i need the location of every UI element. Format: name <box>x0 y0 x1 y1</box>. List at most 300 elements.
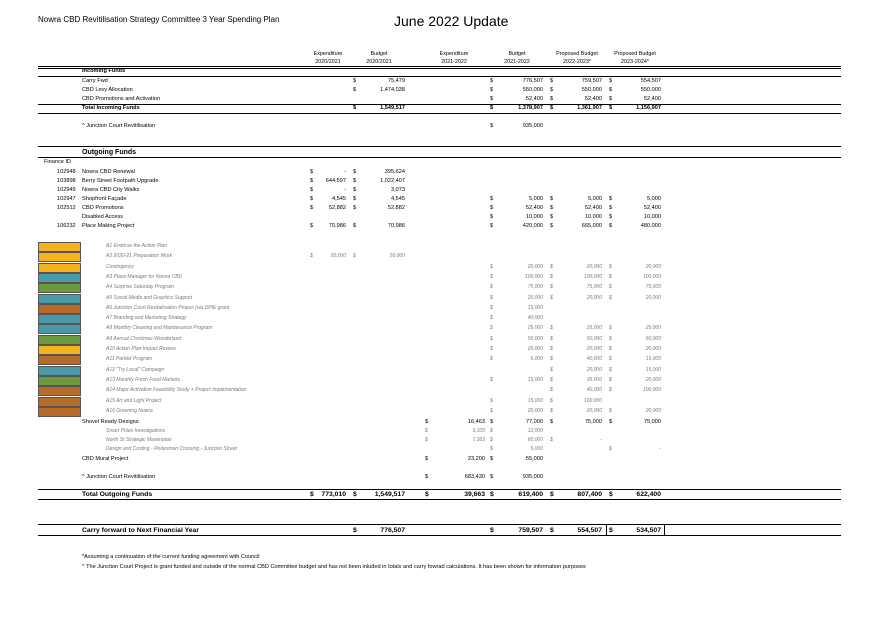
currency-symbol: $ <box>490 336 493 342</box>
currency-symbol: $ <box>490 356 493 362</box>
currency-symbol: $ <box>550 274 553 280</box>
value-b21: 619,400 <box>518 491 543 498</box>
currency-symbol: $ <box>550 491 554 498</box>
update-title: June 2022 Update <box>394 13 509 29</box>
value-p23: 75,000 <box>643 419 661 425</box>
currency-symbol: $ <box>550 264 553 270</box>
action-row <box>0 294 888 303</box>
value-b21: 550,000 <box>522 87 543 93</box>
value-p22: 5,000 <box>588 196 602 202</box>
currency-symbol: $ <box>353 187 357 193</box>
currency-symbol: $ <box>490 346 493 352</box>
action-row <box>0 397 888 406</box>
column-header-line1: Proposed Budget <box>556 51 598 57</box>
currency-symbol: $ <box>490 78 494 84</box>
section-label: Incoming Funds <box>82 68 126 74</box>
finance-id: 102948 <box>57 169 76 175</box>
value-p22: 759,507 <box>581 78 602 84</box>
footnote: *Assuming a continuation of the current funding agreement with Council <box>82 554 260 560</box>
value-b21: 52,400 <box>525 96 543 102</box>
value-b20: 1,022,407 <box>380 178 405 184</box>
row-label: A10 Action Plan Impact Review <box>106 346 176 352</box>
currency-symbol: $ <box>550 408 553 414</box>
row-label: CBD Promotions and Activation <box>82 96 161 102</box>
currency-symbol: $ <box>550 295 553 301</box>
column-header-line1: Budget <box>508 51 526 57</box>
finance-id: 106232 <box>57 223 76 229</box>
value-p23: 534,507 <box>636 527 661 534</box>
incoming-title <box>0 67 888 76</box>
value-b21: 420,000 <box>522 223 543 229</box>
row-label: A9 Annual Christmas Wonderland <box>106 336 182 342</box>
value-b21: 25,000 <box>527 325 543 331</box>
currency-symbol: $ <box>609 223 613 229</box>
value-b21: 1,378,907 <box>518 105 543 111</box>
value-p23: 622,400 <box>636 491 661 498</box>
currency-symbol: $ <box>353 205 357 211</box>
value-b21: 15,000 <box>527 398 543 404</box>
column-header-line2: 2022-2023* <box>563 59 591 65</box>
row-label: A4 Surprise Saturday Program <box>106 284 175 290</box>
row-label: A16 Greening Nowra <box>106 408 153 414</box>
carry-box-edge <box>606 525 607 535</box>
currency-symbol: $ <box>490 305 493 311</box>
value-b21: 5,000 <box>530 356 543 362</box>
currency-symbol: $ <box>550 87 554 93</box>
currency-symbol: $ <box>425 437 428 443</box>
value-b21: 55,000 <box>525 456 543 462</box>
currency-symbol: $ <box>609 367 612 373</box>
currency-symbol: $ <box>550 336 553 342</box>
row-label: CBD Mural Project <box>82 456 129 462</box>
currency-symbol: $ <box>353 87 357 93</box>
income-row <box>0 95 888 104</box>
currency-symbol: $ <box>310 196 314 202</box>
action-row <box>0 324 888 333</box>
row-label: ^ Junction Court Revitilisation <box>82 123 156 129</box>
row-label: CBD Levy Allocation <box>82 87 133 93</box>
currency-symbol: $ <box>609 96 613 102</box>
value-p22: 35,000 <box>586 377 602 383</box>
row-label: A11 Parklet Program <box>106 356 153 362</box>
currency-symbol: $ <box>353 105 357 111</box>
value-b21: 935,000 <box>522 123 543 129</box>
action-row <box>0 345 888 354</box>
total-rule <box>38 113 841 114</box>
currency-symbol: $ <box>490 491 494 498</box>
currency-symbol: $ <box>353 253 356 259</box>
value-p23: 20,000 <box>645 377 661 383</box>
value-p23: 554,507 <box>640 78 661 84</box>
row-label: Shopfront Façade <box>82 196 127 202</box>
currency-symbol: $ <box>490 196 494 202</box>
value-b20: 1,549,517 <box>380 105 405 111</box>
currency-symbol: $ <box>490 398 493 404</box>
value-b20: 70,986 <box>387 223 405 229</box>
value-p23: 20,000 <box>645 408 661 414</box>
currency-symbol: $ <box>609 274 612 280</box>
currency-symbol: $ <box>609 387 612 393</box>
finance-id-header <box>0 158 888 167</box>
value-e20: - <box>344 169 346 175</box>
value-e21: 9,100 <box>472 428 485 434</box>
currency-symbol: $ <box>550 325 553 331</box>
currency-symbol: $ <box>425 491 429 498</box>
currency-symbol: $ <box>550 377 553 383</box>
shovel-ready-row <box>0 418 888 427</box>
action-row <box>0 355 888 364</box>
value-p23: 480,000 <box>640 223 661 229</box>
currency-symbol: $ <box>490 474 494 480</box>
value-p22: 75,000 <box>584 419 602 425</box>
column-header <box>552 50 602 66</box>
row-label: Place Making Project <box>82 223 135 229</box>
row-label: Contingency <box>106 264 134 270</box>
carry-rule <box>38 535 841 536</box>
value-p23: - <box>659 446 661 452</box>
value-b20: 1,549,517 <box>374 491 405 498</box>
column-header-line2: 2021-2022 <box>441 59 467 65</box>
currency-symbol: $ <box>490 214 494 220</box>
row-label: A7 Branding and Marketing Strategy <box>106 315 187 321</box>
currency-symbol: $ <box>609 295 612 301</box>
outgoing-row <box>0 204 888 213</box>
value-e21: 683,430 <box>464 474 485 480</box>
currency-symbol: $ <box>490 456 494 462</box>
currency-symbol: $ <box>310 187 314 193</box>
currency-symbol: $ <box>490 419 494 425</box>
currency-symbol: $ <box>490 284 493 290</box>
currency-symbol: $ <box>353 223 357 229</box>
column-header-line1: Proposed Budget <box>614 51 656 57</box>
currency-symbol: $ <box>609 214 613 220</box>
outgoing-row <box>0 168 888 177</box>
currency-symbol: $ <box>609 446 612 452</box>
finance-id: 103898 <box>57 178 76 184</box>
currency-symbol: $ <box>550 346 553 352</box>
value-e21: 39,663 <box>464 491 485 498</box>
column-header-line2: 2020/2021 <box>315 59 341 65</box>
currency-symbol: $ <box>550 387 553 393</box>
value-e20: 4,545 <box>332 196 346 202</box>
currency-symbol: $ <box>310 178 314 184</box>
action-row <box>0 386 888 395</box>
value-p23: 15,000 <box>645 367 661 373</box>
row-label: Nowra CBD Renewal <box>82 169 135 175</box>
currency-symbol: $ <box>609 264 612 270</box>
value-b21: 75,000 <box>527 284 543 290</box>
row-label: A2 2020-21 Preparation Work <box>106 253 173 259</box>
mural-row <box>0 455 888 464</box>
total-rule <box>38 499 841 500</box>
value-e20: 70,986 <box>328 223 346 229</box>
currency-symbol: $ <box>550 205 554 211</box>
value-b21: 15,000 <box>527 377 543 383</box>
value-p22: 40,000 <box>586 387 602 393</box>
currency-symbol: $ <box>490 87 494 93</box>
value-e21: 7,363 <box>472 437 485 443</box>
value-e20: 50,000 <box>330 253 346 259</box>
currency-symbol: $ <box>353 78 357 84</box>
currency-symbol: $ <box>550 223 554 229</box>
incoming-total <box>0 104 888 113</box>
row-label: Total Incoming Funds <box>82 105 140 111</box>
row-label: A13 Monthly Fresh Food Markets <box>106 377 180 383</box>
outgoing-total <box>0 490 888 499</box>
outgoing-rule <box>38 146 841 147</box>
column-header-line2: 2020/2021 <box>366 59 392 65</box>
currency-symbol: $ <box>550 96 554 102</box>
value-b20: 776,507 <box>380 527 405 534</box>
value-p22: 40,000 <box>586 356 602 362</box>
action-row <box>0 376 888 385</box>
currency-symbol: $ <box>550 419 554 425</box>
value-b20: 50,000 <box>389 253 405 259</box>
value-p22: 554,507 <box>577 527 602 534</box>
row-label: A8 Monthly Cleaning and Maintenance Program <box>106 325 213 331</box>
currency-symbol: $ <box>490 428 493 434</box>
currency-symbol: $ <box>550 398 553 404</box>
action-row <box>0 335 888 344</box>
currency-symbol: $ <box>490 223 494 229</box>
row-label: A5 Social Media and Graphics Support <box>106 295 193 301</box>
value-p23: 20,000 <box>645 346 661 352</box>
currency-symbol: $ <box>310 491 314 498</box>
row-label: Nowra CBD City Walks <box>82 187 140 193</box>
value-p23: 20,000 <box>645 295 661 301</box>
row-label: Carry Fwd <box>82 78 108 84</box>
action-row <box>0 252 888 261</box>
value-b20: 3,073 <box>391 187 405 193</box>
value-b21: 50,000 <box>527 336 543 342</box>
action-row <box>0 407 888 416</box>
carry-box-edge <box>664 525 665 535</box>
row-label: Shovel Ready Designs <box>82 419 139 425</box>
income-row <box>0 86 888 95</box>
outgoing-row <box>0 213 888 222</box>
carry-rule <box>38 524 841 525</box>
value-p23: 20,000 <box>645 264 661 270</box>
currency-symbol: $ <box>550 367 553 373</box>
value-e21: 16,463 <box>467 419 485 425</box>
currency-symbol: $ <box>609 356 612 362</box>
value-p23: 25,000 <box>645 325 661 331</box>
finance-id: 102947 <box>57 196 76 202</box>
incoming-junction <box>0 122 888 131</box>
outgoing-title <box>0 148 888 157</box>
value-p22: 100,000 <box>583 274 602 280</box>
value-b21: 776,507 <box>522 78 543 84</box>
currency-symbol: $ <box>425 474 429 480</box>
column-header <box>354 50 404 66</box>
currency-symbol: $ <box>490 377 493 383</box>
value-b21: 100,000 <box>524 274 543 280</box>
value-p22: 20,000 <box>586 295 602 301</box>
action-row <box>0 314 888 323</box>
finance-id: 102512 <box>57 205 76 211</box>
value-p23: 5,000 <box>647 196 661 202</box>
currency-symbol: $ <box>609 87 613 93</box>
value-b20: 4,545 <box>391 196 405 202</box>
value-b21: 759,507 <box>518 527 543 534</box>
value-p23: 52,400 <box>643 205 661 211</box>
currency-symbol: $ <box>490 264 493 270</box>
currency-symbol: $ <box>550 214 554 220</box>
currency-symbol: $ <box>425 419 429 425</box>
currency-symbol: $ <box>310 223 314 229</box>
column-header <box>492 50 542 66</box>
value-p22: 550,000 <box>581 87 602 93</box>
currency-symbol: $ <box>550 356 553 362</box>
currency-symbol: $ <box>490 295 493 301</box>
currency-symbol: $ <box>550 527 554 534</box>
finance-id-label: Finance ID <box>44 159 72 165</box>
value-p22: 20,000 <box>586 367 602 373</box>
action-row <box>0 304 888 313</box>
currency-symbol: $ <box>609 527 613 534</box>
currency-symbol: $ <box>490 408 493 414</box>
currency-symbol: $ <box>353 178 357 184</box>
value-p23: 15,000 <box>645 356 661 362</box>
row-label: A12 "Try Local" Campaign <box>106 367 165 373</box>
outgoing-row <box>0 222 888 231</box>
currency-symbol: $ <box>550 196 554 202</box>
action-row <box>0 366 888 375</box>
row-label: A15 Art and Light Project <box>106 398 162 404</box>
currency-symbol: $ <box>609 408 612 414</box>
value-e21: 23,200 <box>467 456 485 462</box>
currency-symbol: $ <box>490 325 493 331</box>
value-b21: 20,000 <box>527 264 543 270</box>
value-p23: 52,400 <box>643 96 661 102</box>
currency-symbol: $ <box>550 78 554 84</box>
column-header-line1: Expenditure <box>313 51 343 57</box>
value-p22: 20,000 <box>586 408 602 414</box>
currency-symbol: $ <box>609 419 613 425</box>
currency-symbol: $ <box>425 428 428 434</box>
value-b21: 12,000 <box>527 428 543 434</box>
row-label: Smart Poles Investigations <box>106 428 166 434</box>
value-b20: 75,479 <box>387 78 405 84</box>
value-e20: 52,882 <box>328 205 346 211</box>
currency-symbol: $ <box>425 456 429 462</box>
value-p23: 550,000 <box>640 87 661 93</box>
action-row <box>0 273 888 282</box>
outgoing-row <box>0 177 888 186</box>
currency-symbol: $ <box>609 196 613 202</box>
value-p22: 52,400 <box>584 205 602 211</box>
value-p22: 52,400 <box>584 96 602 102</box>
currency-symbol: $ <box>310 205 314 211</box>
value-p23: 10,000 <box>643 214 661 220</box>
row-label: Disabled Access <box>82 214 124 220</box>
value-b21: 935,000 <box>522 474 543 480</box>
currency-symbol: $ <box>609 284 612 290</box>
value-p22: 665,000 <box>581 223 602 229</box>
currency-symbol: $ <box>609 205 613 211</box>
value-b21: 5,000 <box>529 196 543 202</box>
currency-symbol: $ <box>353 169 357 175</box>
column-header <box>429 50 479 66</box>
value-p22: 50,000 <box>586 336 602 342</box>
value-p23: 100,000 <box>642 274 661 280</box>
currency-symbol: $ <box>310 253 313 259</box>
value-b21: 5,000 <box>530 446 543 452</box>
value-b21: 52,400 <box>525 205 543 211</box>
row-label: A1 Endorse the Action Plan <box>106 243 167 249</box>
action-row <box>0 283 888 292</box>
row-label: CBD Promotions <box>82 205 124 211</box>
column-header <box>610 50 660 66</box>
outgoing-row <box>0 186 888 195</box>
currency-symbol: $ <box>609 346 612 352</box>
action-row <box>0 263 888 272</box>
value-b20: 1,474,038 <box>380 87 405 93</box>
value-b21: 60,000 <box>527 437 543 443</box>
shovel-sub-row <box>0 436 888 445</box>
value-b21: 10,000 <box>525 214 543 220</box>
value-b21: 20,000 <box>527 346 543 352</box>
currency-symbol: $ <box>609 325 612 331</box>
action-row <box>0 242 888 251</box>
document-title: Nowra CBD Revitilisation Strategy Committee 3 Year Spending Plan <box>38 15 280 24</box>
row-label: Carry forward to Next Financial Year <box>82 527 199 534</box>
value-b21: 40,000 <box>527 315 543 321</box>
value-p22: 25,000 <box>586 325 602 331</box>
currency-symbol: $ <box>353 527 357 534</box>
currency-symbol: $ <box>490 437 493 443</box>
column-header-line1: Expenditure <box>439 51 469 57</box>
value-p23: 75,000 <box>645 284 661 290</box>
value-e20: 644,597 <box>325 178 346 184</box>
currency-symbol: $ <box>310 169 314 175</box>
currency-symbol: $ <box>490 315 493 321</box>
value-b21: 20,000 <box>527 408 543 414</box>
column-header-line2: 2023-2024* <box>621 59 649 65</box>
value-p22: 75,000 <box>586 284 602 290</box>
section-label: Outgoing Funds <box>82 149 137 156</box>
value-b21: 15,000 <box>527 305 543 311</box>
value-e20: 773,010 <box>321 491 346 498</box>
row-label: ^ Junction Court Revitilisation <box>82 474 156 480</box>
currency-symbol: $ <box>609 105 613 111</box>
value-b21: 77,000 <box>525 419 543 425</box>
row-label: Design and Costing - Pedestrian Crossing - Junction Street <box>106 446 237 452</box>
row-label: A3 Place Manager for Nowra CBD <box>106 274 183 280</box>
carry-forward-row <box>0 526 888 535</box>
value-p22: 20,000 <box>586 264 602 270</box>
currency-symbol: $ <box>609 491 613 498</box>
currency-symbol: $ <box>609 336 612 342</box>
value-p23: 100,000 <box>642 387 661 393</box>
currency-symbol: $ <box>490 123 494 129</box>
footnote: ^ The Junction Court Project is grant funded and outside of the normal CBD Committee budget and has not been inluded in totals and carry fowrad calculations. It has been shown for information purposes <box>82 564 586 570</box>
currency-symbol: $ <box>550 284 553 290</box>
currency-symbol: $ <box>490 527 494 534</box>
shovel-sub-row <box>0 445 888 454</box>
value-p23: 1,156,907 <box>636 105 661 111</box>
value-p22: 160,000 <box>583 398 602 404</box>
value-b20: 52,882 <box>387 205 405 211</box>
value-e20: - <box>344 187 346 193</box>
value-p22: 1,361,907 <box>577 105 602 111</box>
column-header-line1: Budget <box>370 51 388 57</box>
currency-symbol: $ <box>353 491 357 498</box>
value-b21: 20,000 <box>527 295 543 301</box>
value-p22: 10,000 <box>584 214 602 220</box>
currency-symbol: $ <box>353 196 357 202</box>
currency-symbol: $ <box>490 274 493 280</box>
